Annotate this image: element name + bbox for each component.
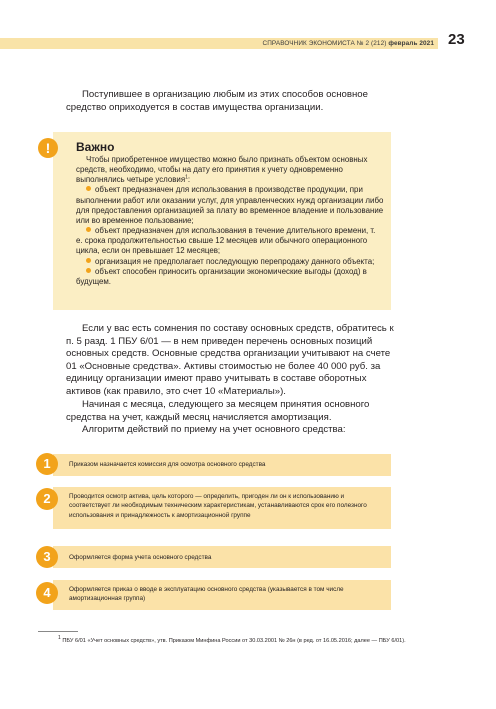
intro-paragraph: Поступившее в организацию любым из этих способов основное средство оприходуется в состав имущества организации.	[66, 89, 368, 113]
step-text-3: Оформляется форма учета основного средства	[69, 554, 212, 561]
issue-date: февраль 2021	[388, 40, 434, 47]
list-item	[76, 267, 384, 287]
bullet-icon	[86, 268, 91, 273]
footnote	[58, 635, 428, 645]
body-paragraph: Алгоритм действий по приему на учет основного средства:	[82, 424, 346, 435]
step-number-2: 2	[36, 488, 58, 510]
conditions-list	[76, 185, 384, 287]
list-item-text: объект способен приносить организации экономические выгоды (доход) в будущем.	[76, 266, 367, 286]
page-number: 23	[448, 31, 465, 48]
footnote-number: 1	[58, 635, 61, 642]
body-paragraph: Если у вас есть сомнения по составу основных средств, обратитесь к п. 5 разд. 1 ПБУ 6/01 — в нем приведен перечень основных позиций основных средств. Основные средства организации учитывают на счете 01 «Основные средства». Активы стоимостью не более 40 000 руб. за единицу организации имеют право учитывать в составе оборотных активов (как правило, это счет 10 «Материалы»).	[66, 323, 394, 397]
footnote-divider	[38, 631, 78, 632]
callout-title: Важно	[76, 140, 115, 154]
footnote-text: ПБУ 6/01 «Учет основных средств», утв. Приказом Минфина России от 30.03.2001 № 26н (в ред. от 16.05.2016; далее — ПБУ 6/01).	[62, 638, 406, 644]
journal-title: СПРАВОЧНИК ЭКОНОМИСТА № 2 (212)	[262, 40, 387, 47]
footnote-ref: 1	[185, 174, 188, 181]
bullet-icon	[86, 258, 91, 263]
list-item-text: организация не предполагает последующую перепродажу данного объекта;	[95, 256, 375, 266]
list-item-text: объект предназначен для использования в течение длительного времени, т. е. срока продолжительностью свыше 12 месяцев или обычного операционного цикла, если он превышает 12 месяцев;	[76, 226, 376, 256]
step-number-1: 1	[36, 453, 58, 475]
body-paragraph: Начиная с месяца, следующего за месяцем принятия основного средства на учет, каждый месяц начисляется амортизация.	[66, 399, 370, 423]
step-text-2: Проводится осмотр актива, цель которого — определить, пригоден ли он к использованию и соответствует ли необходимым техническим характеристикам, устанавливаются срок его полезного использования и принадлежность к амортизационной группе	[69, 493, 367, 519]
running-header	[262, 38, 434, 49]
list-item	[76, 257, 384, 267]
bullet-icon	[86, 227, 91, 232]
step-number-4: 4	[36, 582, 58, 604]
callout-lead	[76, 155, 384, 185]
step-text-4: Оформляется приказ о вводе в эксплуатацию основного средства (указывается в том числе амортизационная группа)	[69, 586, 344, 603]
list-item-text: объект предназначен для использования в производстве продукции, при выполнении работ или оказании услуг, для управленческих нужд организации либо для предоставления организацией за плату во временное владение и пользование или во временное пользование;	[76, 185, 384, 225]
callout-body	[76, 155, 384, 287]
callout-lead-text: Чтобы приобретенное имущество можно было признать объектом основных средств, необходимо, чтобы на дату его принятия к учету одновременно выполнялись четыре условия	[76, 155, 368, 185]
callout-lead-end: :	[187, 175, 191, 185]
exclamation-icon: !	[38, 138, 58, 158]
list-item	[76, 185, 384, 226]
list-item	[76, 226, 384, 256]
step-number-3: 3	[36, 546, 58, 568]
bullet-icon	[86, 186, 91, 191]
step-text-1: Приказом назначается комиссия для осмотра основного средства	[69, 461, 266, 468]
